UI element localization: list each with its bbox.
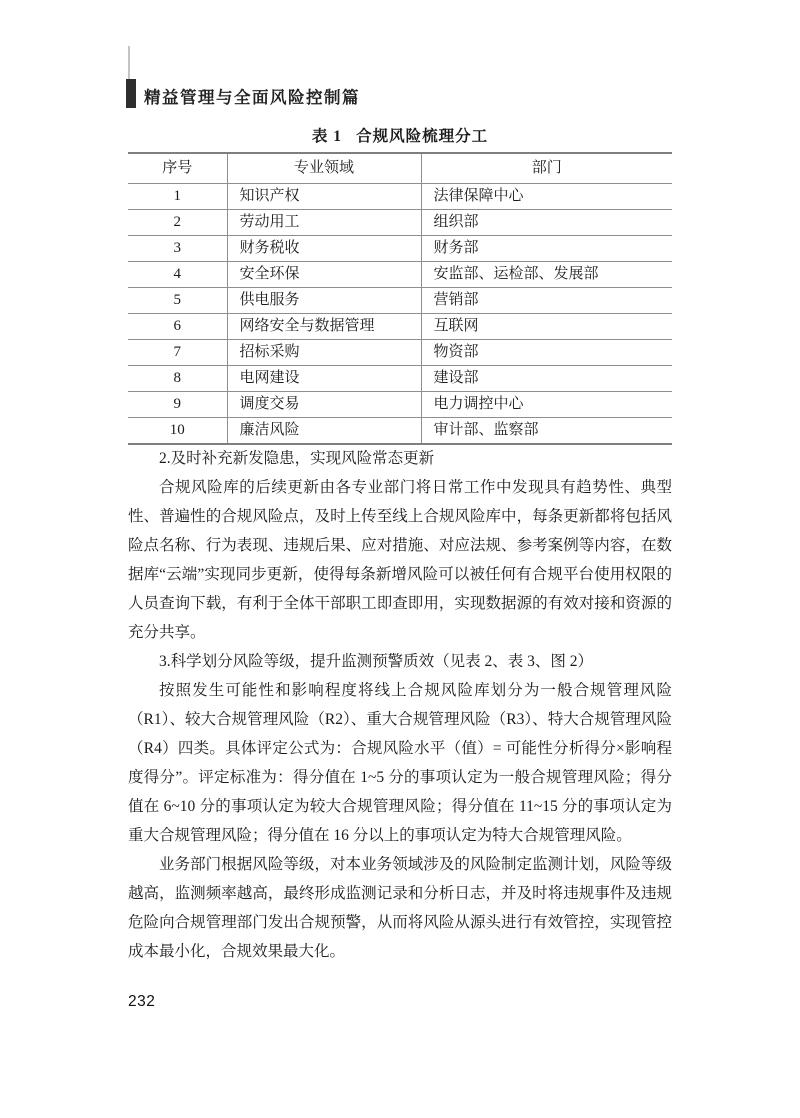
column-header-index: 序号 — [128, 153, 227, 184]
table-row — [128, 262, 672, 288]
cell-domain: 廉洁风险 — [227, 418, 421, 445]
chapter-marker-bar — [126, 79, 136, 108]
cell-index: 7 — [128, 340, 227, 366]
body-paragraph: 合规风险库的后续更新由各专业部门将日常工作中发现具有趋势性、典型性、普遍性的合规风险点，及时上传至线上合规风险库中，每条更新都将包括风险点名称、行为表现、违规后果、应对措施、对应法规、参考案例等内容，在数据库“云端”实现同步更新，使得每条新增风险可以被任何有合规平台使用权限的人员查询下载，有利于全体干部职工即查即用，实现数据源的有效对接和资源的充分共享。 — [128, 479, 672, 641]
cell-department: 安监部、运检部、发展部 — [421, 262, 672, 288]
section-item-heading: 2.及时补充新发隐患，实现风险常态更新 — [159, 450, 435, 467]
cell-domain: 安全环保 — [227, 262, 421, 288]
cell-department: 法律保障中心 — [421, 184, 672, 210]
table-row — [128, 418, 672, 445]
page-number: 232 — [128, 993, 156, 1010]
cell-domain: 网络安全与数据管理 — [227, 314, 421, 340]
table-caption-title: 合规风险梳理分工 — [356, 128, 489, 145]
cell-department: 营销部 — [421, 288, 672, 314]
column-header-department: 部门 — [421, 153, 672, 184]
table-row — [128, 314, 672, 340]
cell-index: 2 — [128, 210, 227, 236]
cell-index: 6 — [128, 314, 227, 340]
table-row — [128, 288, 672, 314]
table-caption-label: 表 1 — [311, 128, 343, 145]
cell-domain: 招标采购 — [227, 340, 421, 366]
cell-index: 5 — [128, 288, 227, 314]
cell-department: 建设部 — [421, 366, 672, 392]
body-paragraph: 业务部门根据风险等级，对本业务领域涉及的风险制定监测计划，风险等级越高，监测频率越高，最终形成监测记录和分析日志，并及时将违规事件及违规危险向合规管理部门发出合规预警，从而将风险从源头进行有效管控，实现管控成本最小化，合规效果最大化。 — [128, 856, 672, 960]
cell-index: 3 — [128, 236, 227, 262]
table-row — [128, 366, 672, 392]
body-paragraph: 按照发生可能性和影响程度将线上合规风险库划分为一般合规管理风险（R1）、较大合规管理风险（R2）、重大合规管理风险（R3）、特大合规管理风险（R4）四类。具体评定公式为：合规风险水平（值）= 可能性分析得分×影响程度得分”。评定标准为：得分值在 1~5 分的事项认定为一般合规管理风险；得分值在 6~10 分的事项认定为较大合规管理风险；得分值在 11~15 分的事项认定为重大合规管理风险；得分值在 16 分以上的事项认定为特大合规管理风险。 — [128, 682, 672, 844]
cell-department: 财务部 — [421, 236, 672, 262]
cell-department: 电力调控中心 — [421, 392, 672, 418]
cell-domain: 劳动用工 — [227, 210, 421, 236]
cell-index: 8 — [128, 366, 227, 392]
cell-domain: 知识产权 — [227, 184, 421, 210]
cell-index: 1 — [128, 184, 227, 210]
body-text — [128, 444, 672, 966]
table-header-row — [128, 153, 672, 184]
table-row — [128, 236, 672, 262]
column-header-domain: 专业领域 — [227, 153, 421, 184]
cell-index: 4 — [128, 262, 227, 288]
table-caption — [128, 124, 672, 146]
margin-rule-line — [128, 46, 130, 79]
compliance-assignment-table — [128, 152, 672, 445]
table-row — [128, 392, 672, 418]
cell-department: 物资部 — [421, 340, 672, 366]
table-row — [128, 184, 672, 210]
chapter-title: 精益管理与全面风险控制篇 — [144, 88, 360, 107]
table-row — [128, 210, 672, 236]
cell-index: 9 — [128, 392, 227, 418]
cell-department: 组织部 — [421, 210, 672, 236]
cell-domain: 电网建设 — [227, 366, 421, 392]
cell-index: 10 — [128, 418, 227, 445]
table-row — [128, 340, 672, 366]
cell-department: 审计部、监察部 — [433, 422, 539, 438]
cell-domain: 调度交易 — [227, 392, 421, 418]
cell-domain: 供电服务 — [227, 288, 421, 314]
section-item-heading: 3.科学划分风险等级，提升监测预警质效（见表 2、表 3、图 2） — [159, 653, 594, 670]
cell-domain: 财务税收 — [227, 236, 421, 262]
cell-department: 互联网 — [421, 314, 672, 340]
